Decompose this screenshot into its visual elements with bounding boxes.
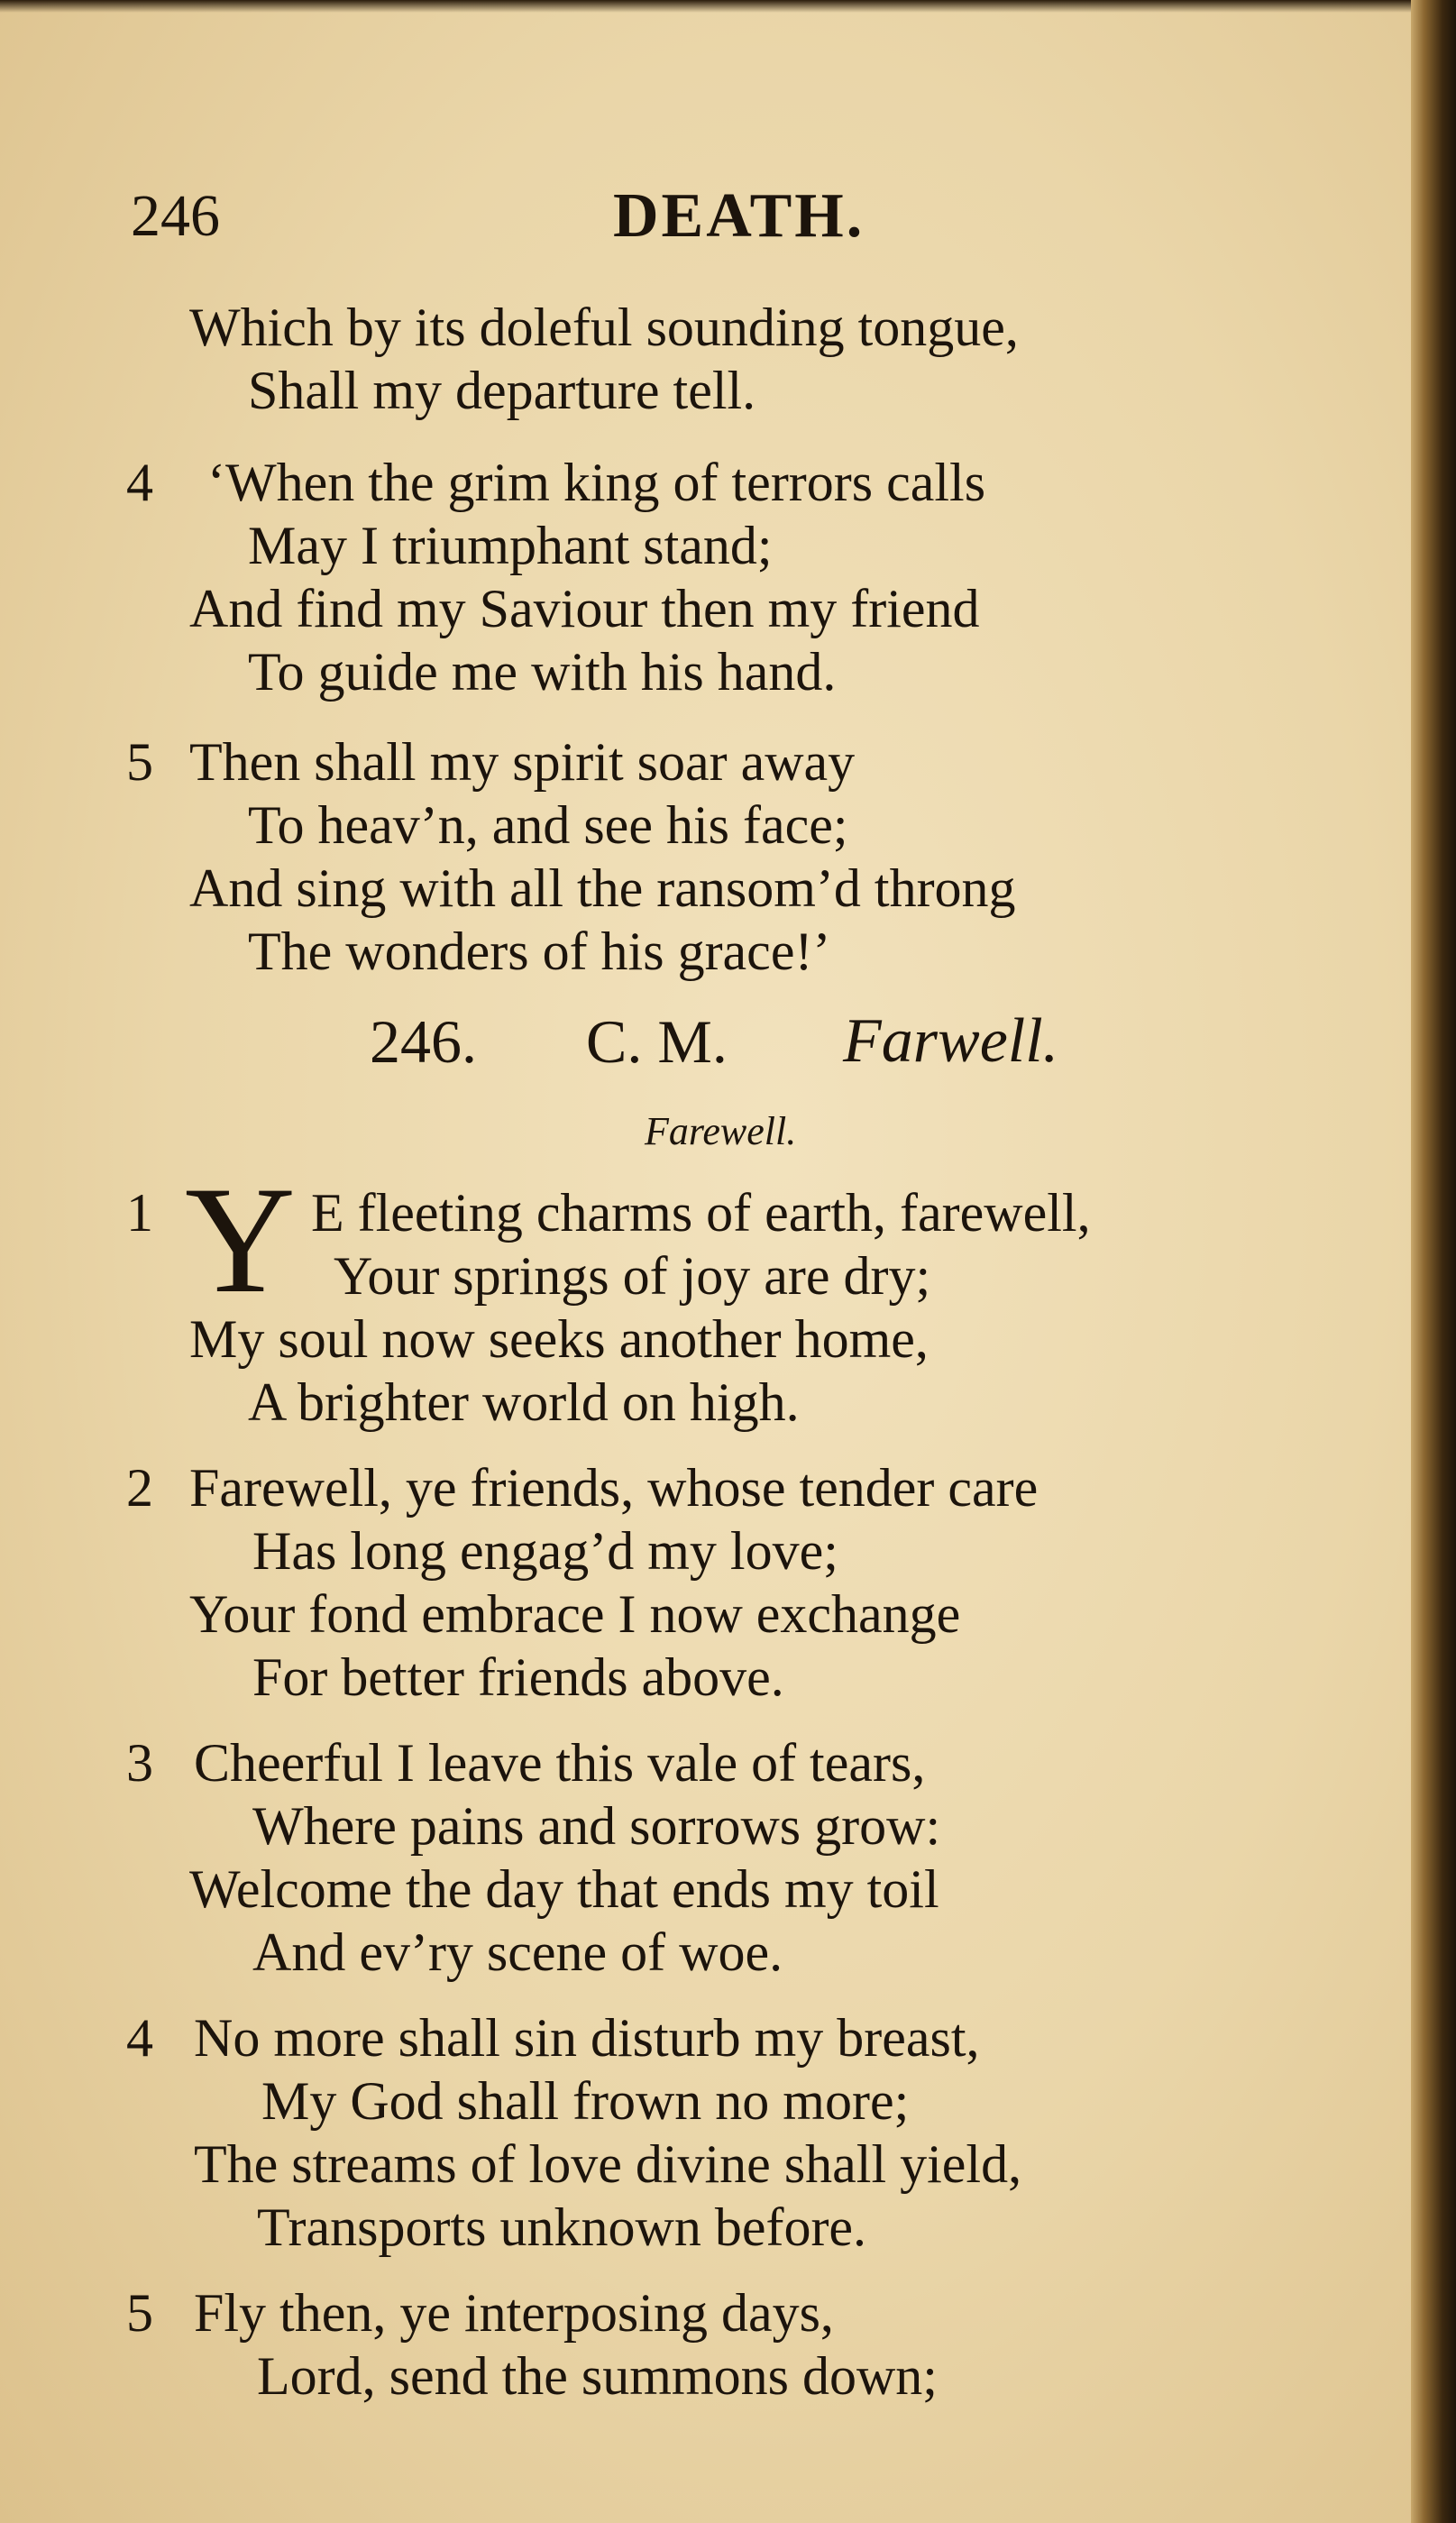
verse-line: E fleeting charms of earth, farewell, [311, 1183, 1091, 1243]
verse-line: No more shall sin disturb my breast, [194, 2008, 980, 2068]
verse-line: Fly then, ye interposing days, [194, 2283, 834, 2343]
verse-line: My soul now seeks another home, [189, 1309, 929, 1369]
verse-number: 1 [126, 1183, 153, 1243]
drop-cap: Y [185, 1155, 296, 1325]
verse-line: To guide me with his hand. [248, 642, 837, 702]
verse-line: Where pains and sorrows grow: [252, 1796, 941, 1856]
verse-number: 2 [126, 1458, 153, 1518]
continuation-line: Shall my departure tell. [248, 361, 756, 420]
continuation-line: Which by its doleful sounding tongue, [189, 298, 1019, 357]
verse-line: May I triumphant stand; [248, 516, 773, 575]
verse-line: Your fond embrace I now exchange [189, 1584, 961, 1644]
verse-line: Welcome the day that ends my toil [189, 1859, 939, 1919]
running-head [0, 176, 1411, 257]
verse-number: 5 [126, 732, 153, 792]
verse-number: 4 [126, 2008, 153, 2068]
verse-line: For better friends above. [252, 1647, 784, 1707]
verse-line: Farewell, ye friends, whose tender care [189, 1458, 1039, 1518]
page-number: 246 [131, 183, 220, 249]
tune-name: Farwell. [843, 1006, 1059, 1076]
verse-line: And ev’ry scene of woe. [252, 1922, 783, 1982]
hymn-meter: C. M. [586, 1007, 728, 1076]
verse-line: The wonders of his grace!’ [248, 922, 831, 981]
section-title: DEATH. [613, 181, 865, 251]
verse-number: 3 [126, 1733, 153, 1793]
book-spine-edge [1411, 0, 1456, 2523]
hymn-subtitle: Farewell. [645, 1109, 797, 1153]
verse-number: 4 [126, 453, 153, 512]
verse-number: 5 [126, 2283, 153, 2343]
verse-line: To heav’n, and see his face; [248, 795, 848, 855]
verse-line: Transports unknown before. [257, 2197, 867, 2257]
verse-line: Cheerful I leave this vale of tears, [194, 1733, 926, 1793]
verse-line: Your springs of joy are dry; [334, 1246, 931, 1306]
verse-line: A brighter world on high. [248, 1372, 800, 1432]
verse-line: And sing with all the ransom’d throng [189, 858, 1016, 918]
verse-line: Lord, send the summons down; [257, 2346, 938, 2406]
hymn-number: 246. [370, 1007, 477, 1076]
verse-line: The streams of love divine shall yield, [194, 2134, 1022, 2194]
verse-line: And find my Saviour then my friend [189, 579, 980, 638]
verse-line: ‘When the grim king of terrors calls [207, 453, 986, 512]
verse-line: Then shall my spirit soar away [189, 732, 856, 792]
verse-line: My God shall frown no more; [261, 2071, 910, 2131]
verse-line: Has long engag’d my love; [252, 1521, 838, 1581]
